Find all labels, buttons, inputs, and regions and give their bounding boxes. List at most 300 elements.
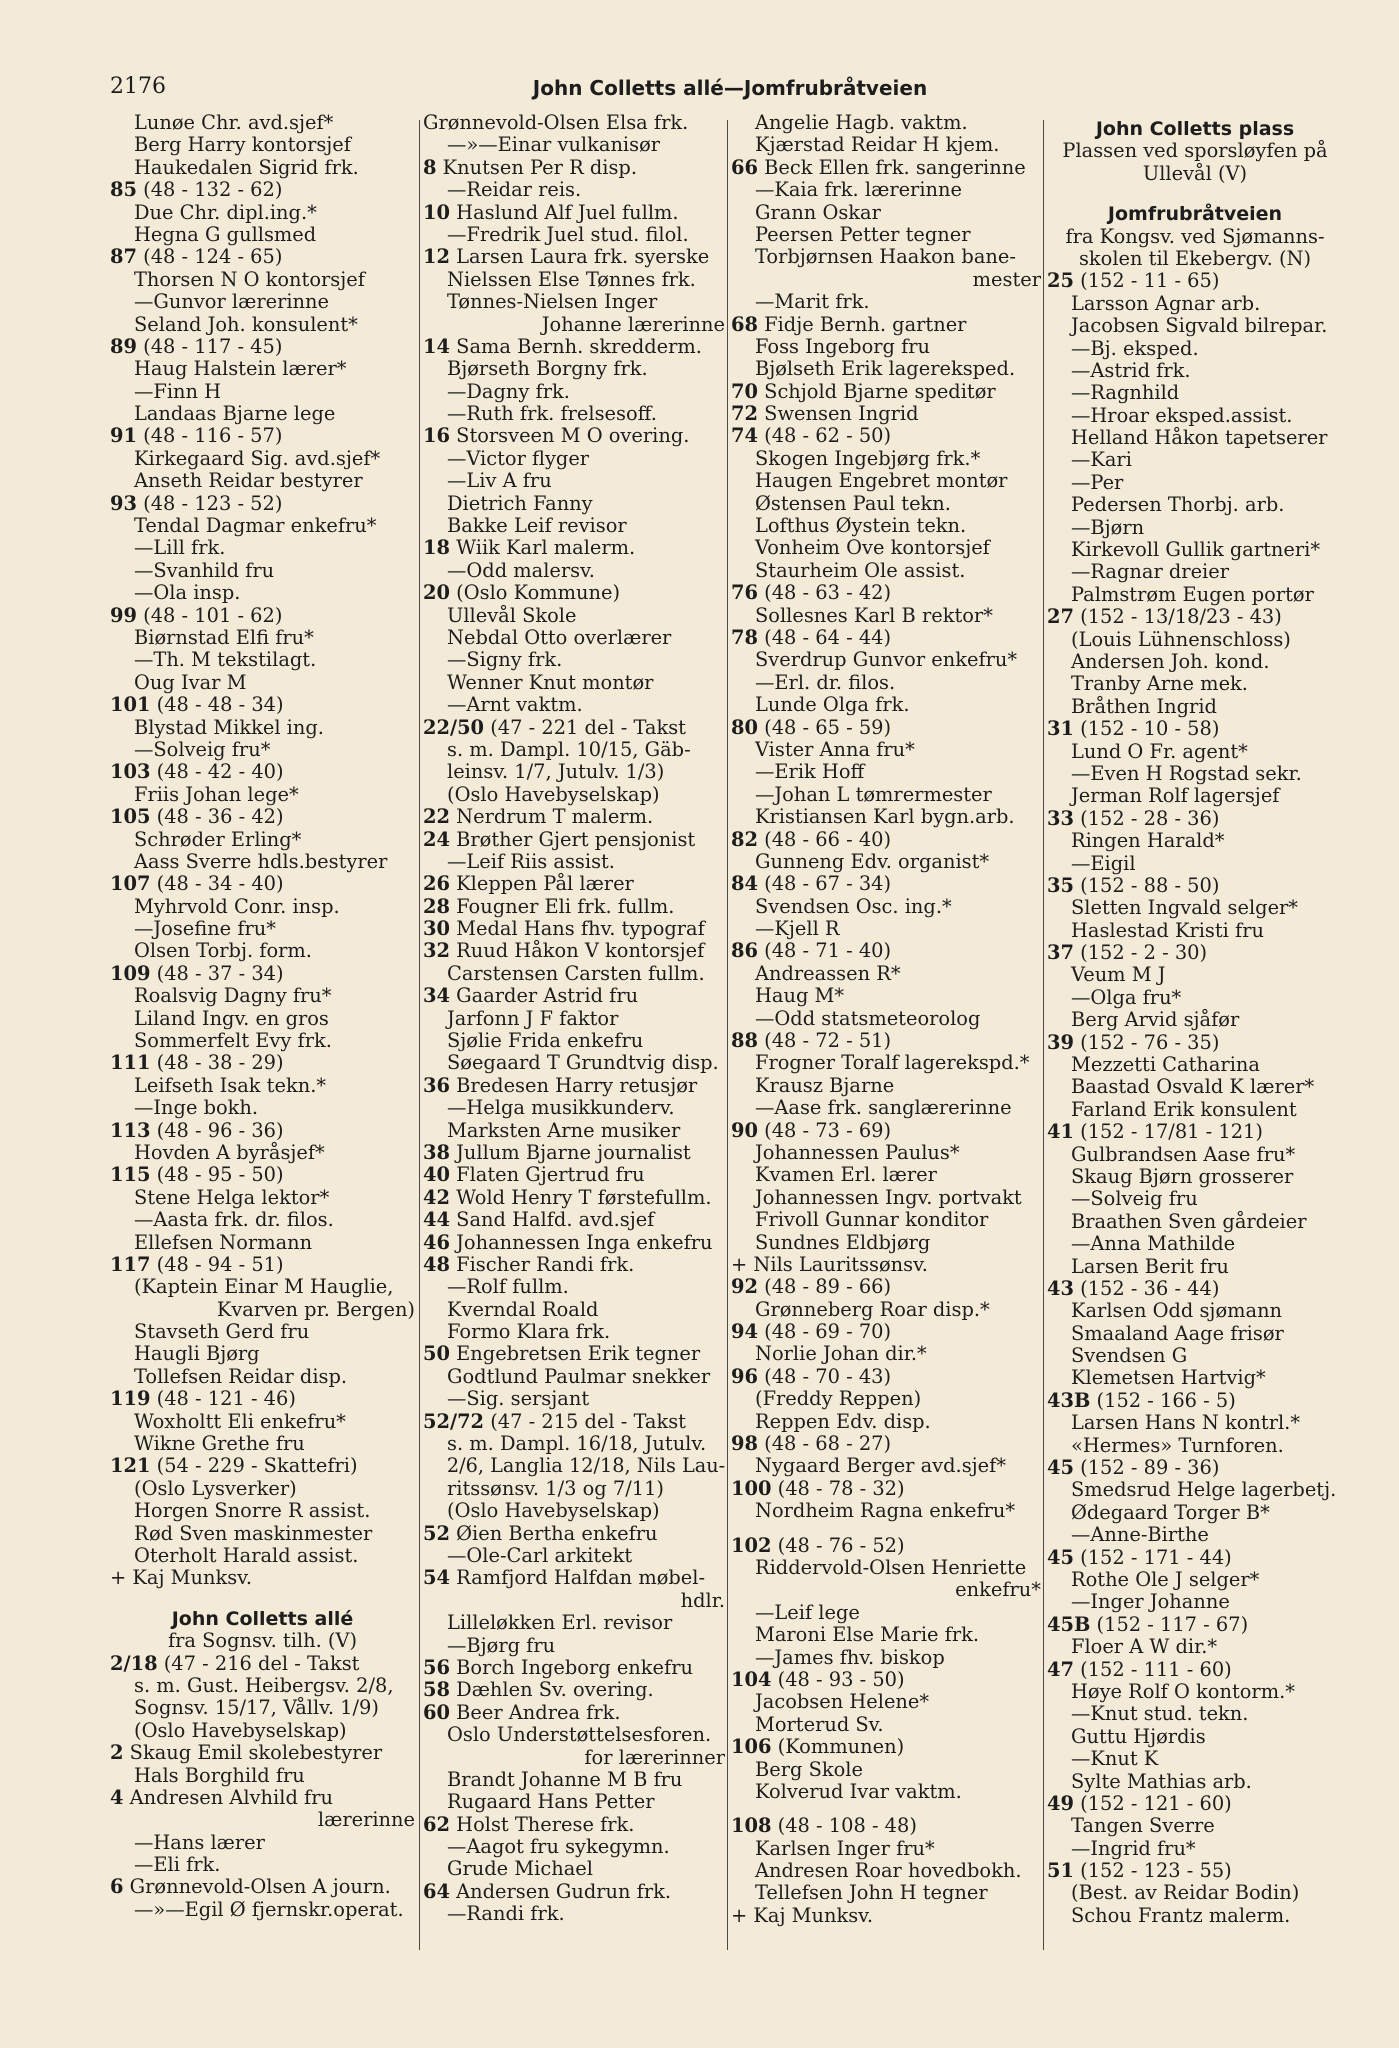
house-number: 54	[423, 1566, 450, 1590]
directory-line	[110, 582, 415, 604]
entry-text: ritssønsv. 1/3 og 7/11)	[447, 1476, 664, 1500]
house-number: 36	[423, 1073, 450, 1097]
entry-text: —Liv A fru	[447, 469, 552, 493]
entry-text: Skaug Bjørn grosserer	[1071, 1164, 1294, 1188]
entry-text: Bredesen Harry retusjør	[456, 1073, 698, 1097]
directory-line	[1047, 1681, 1343, 1703]
house-number: 22	[423, 805, 450, 829]
directory-line	[731, 829, 1041, 851]
entry-text: —Ragnar dreier	[1071, 560, 1229, 584]
entry-text: Haslund Alf Juel fullm.	[456, 200, 679, 224]
directory-line	[731, 717, 1041, 739]
house-number: 104	[731, 1667, 772, 1691]
entry-text: Nordheim Ragna enkefru*	[755, 1499, 1016, 1523]
directory-line	[423, 1299, 725, 1321]
directory-line	[731, 470, 1041, 492]
directory-line	[110, 448, 415, 470]
directory-line	[731, 425, 1041, 447]
directory-line	[423, 1724, 725, 1746]
entry-text: (152 - 13/18/23 - 43)	[1080, 605, 1282, 629]
house-number: 47	[1047, 1657, 1074, 1681]
directory-line	[731, 134, 1041, 156]
entry-text: Søegaard T Grundtvig disp.	[447, 1051, 719, 1075]
directory-line	[423, 1232, 725, 1254]
entry-text: (48 - 89 - 66)	[764, 1275, 892, 1299]
directory-line	[731, 1030, 1041, 1052]
directory-line	[110, 1343, 415, 1365]
directory-line	[1047, 1748, 1343, 1770]
entry-text: (48 - 69 - 70)	[764, 1320, 892, 1344]
directory-line	[110, 134, 415, 156]
entry-text: Larsen Hans N kontrl.*	[1071, 1411, 1301, 1435]
entry-text: Tendal Dagmar enkefru*	[134, 514, 377, 538]
entry-text: (48 - 64 - 44)	[764, 625, 892, 649]
entry-text: —Victor flyger	[447, 446, 590, 470]
entry-text: Beer Andrea frk.	[456, 1700, 621, 1724]
entry-text: Andresen Alvhild fru	[129, 1785, 333, 1809]
directory-line	[110, 1120, 415, 1142]
entry-text: Stavseth Gerd fru	[134, 1320, 310, 1344]
directory-line	[110, 1254, 415, 1276]
entry-text: Knutsen Per R disp.	[442, 155, 637, 179]
entry-text: —Randi frk.	[447, 1902, 565, 1926]
directory-line	[731, 1142, 1041, 1164]
directory-line	[731, 291, 1041, 313]
house-number: 31	[1047, 717, 1074, 741]
directory-line	[110, 1675, 415, 1697]
entry-text: Oslo Understøttelsesforen.	[447, 1723, 712, 1747]
entry-text: Fischer Randi frk.	[456, 1252, 635, 1276]
entry-text: Bakke Leif revisor	[447, 514, 627, 538]
entry-text: Østensen Paul tekn.	[755, 491, 951, 515]
directory-line	[1047, 1838, 1343, 1860]
house-number: 44	[423, 1208, 450, 1232]
entry-text: Skaug Emil skolebestyrer	[129, 1741, 383, 1765]
directory-column-4	[1047, 112, 1343, 1988]
directory-line	[731, 1388, 1041, 1410]
directory-line	[1047, 1860, 1343, 1882]
entry-text: (152 - 111 - 60)	[1080, 1657, 1232, 1681]
directory-line	[1047, 1502, 1343, 1524]
entry-text: (152 - 36 - 44)	[1080, 1276, 1220, 1300]
entry-text: Lilleløkken Erl. revisor	[447, 1611, 673, 1635]
entry-text: Swensen Ingrid	[764, 402, 919, 426]
entry-text: Andresen Roar hovedbokh.	[755, 1859, 1022, 1883]
directory-line	[110, 1052, 415, 1074]
directory-line	[1047, 1323, 1343, 1345]
entry-text: fra Kongsv. ved Sjømanns-	[1065, 224, 1325, 248]
house-number: 93	[110, 491, 137, 515]
house-number: 82	[731, 827, 758, 851]
entry-text: (48 - 116 - 57)	[143, 424, 283, 448]
house-number: 70	[731, 379, 758, 403]
entry-text: Nebdal Otto overlærer	[447, 625, 672, 649]
directory-line	[423, 1612, 725, 1634]
entry-text: Rothe Ole J selger*	[1071, 1568, 1260, 1591]
directory-column-2	[423, 112, 725, 1988]
entry-text: Kleppen Pål lærer	[456, 872, 634, 896]
directory-line	[423, 1679, 725, 1701]
entry-text: (Oslo Havebyselskap)	[134, 1718, 347, 1742]
directory-line	[731, 1366, 1041, 1388]
entry-text: (48 - 72 - 51)	[764, 1029, 892, 1053]
entry-text: Myhrvold Conr. insp.	[134, 894, 340, 918]
house-number: 84	[731, 872, 758, 896]
directory-line	[423, 515, 725, 537]
entry-text: Wikne Grethe fru	[134, 1432, 305, 1456]
directory-line	[731, 1691, 1041, 1713]
house-number: 66	[731, 155, 758, 179]
directory-line	[110, 202, 415, 224]
entry-text: (54 - 229 - Skattefri)	[156, 1454, 358, 1478]
street-heading: John Colletts allé	[171, 1607, 354, 1630]
entry-text: Hovden A byråsjef*	[134, 1140, 325, 1164]
directory-line	[731, 694, 1041, 716]
directory-line	[110, 1455, 415, 1477]
house-number: 60	[423, 1700, 450, 1724]
house-number: 52/72	[423, 1409, 485, 1433]
directory-line	[423, 1075, 725, 1097]
entry-text: —Anne-Birthe	[1071, 1523, 1209, 1547]
entry-text: Berg Arvid sjåfør	[1071, 1008, 1240, 1032]
directory-line	[423, 425, 725, 447]
entry-text: Rugaard Hans Petter	[447, 1790, 655, 1814]
entry-text: Jullum Bjarne journalist	[456, 1140, 691, 1164]
entry-text: (Best. av Reidar Bodin)	[1071, 1881, 1300, 1905]
directory-line	[110, 157, 415, 179]
entry-text: (48 - 48 - 34)	[156, 693, 284, 717]
entry-text: Landaas Bjarne lege	[134, 402, 336, 426]
directory-line	[423, 224, 725, 246]
entry-text: Johannessen Paulus*	[755, 1140, 960, 1164]
directory-line	[1047, 494, 1343, 516]
entry-text: Wenner Knut montør	[447, 670, 654, 694]
directory-line	[423, 493, 725, 515]
directory-line	[423, 1881, 725, 1903]
directory-line	[423, 1187, 725, 1209]
directory-line	[731, 739, 1041, 761]
directory-line	[731, 381, 1041, 403]
directory-line	[110, 224, 415, 246]
entry-text: Ruud Håkon V kontorsjef	[456, 939, 705, 963]
entry-text: Ringen Harald*	[1071, 829, 1225, 853]
house-number: 45	[1047, 1545, 1074, 1569]
entry-text: Staurheim Ole assist.	[755, 558, 966, 582]
directory-line	[1047, 763, 1343, 785]
entry-text: Wold Henry T førstefullm.	[456, 1185, 712, 1209]
house-number: 30	[423, 917, 450, 941]
spacer	[1047, 185, 1343, 197]
entry-text: Angelie Hagb. vaktm.	[755, 111, 968, 134]
house-number: 106	[731, 1735, 772, 1759]
house-number: 27	[1047, 605, 1074, 629]
entry-text: Plassen ved sporsløyfen på	[1062, 139, 1328, 163]
directory-line	[731, 403, 1041, 425]
directory-line	[1047, 830, 1343, 852]
directory-line	[423, 246, 725, 268]
entry-text: Kvarven pr. Bergen)	[216, 1297, 415, 1321]
entry-text: (152 - 88 - 50)	[1080, 873, 1220, 897]
entry-text: (Freddy Reppen)	[755, 1387, 922, 1411]
directory-line	[110, 806, 415, 828]
entry-text: (48 - 108 - 48)	[777, 1814, 917, 1838]
house-number: 117	[110, 1252, 151, 1276]
directory-line	[1047, 718, 1343, 740]
directory-line	[110, 425, 415, 447]
entry-text: —Aasta frk. dr. filos.	[134, 1208, 334, 1232]
house-number: 78	[731, 625, 758, 649]
directory-line	[731, 560, 1041, 582]
directory-line	[1047, 1032, 1343, 1054]
directory-line	[1047, 561, 1343, 583]
entry-text: Grann Oskar	[755, 200, 881, 224]
directory-line	[1047, 1882, 1343, 1904]
house-number: 35	[1047, 873, 1074, 897]
house-number: 64	[423, 1879, 450, 1903]
directory-line	[110, 694, 415, 716]
directory-line	[1047, 1367, 1343, 1389]
directory-line	[423, 717, 725, 739]
entry-text: for lærerinner	[584, 1745, 725, 1769]
entry-text: —Bjørg fru	[447, 1633, 556, 1657]
directory-line	[423, 1030, 725, 1052]
entry-text: Tangen Sverre	[1071, 1814, 1215, 1838]
directory-line	[731, 627, 1041, 649]
entry-text: Grønnevold-Olsen A journ.	[129, 1875, 391, 1899]
entry-text: (Kaptein Einar M Hauglie,	[134, 1275, 394, 1299]
entry-text: Stene Helga lektor*	[134, 1185, 330, 1209]
directory-line	[1047, 651, 1343, 673]
directory-line	[1047, 382, 1343, 404]
directory-line	[110, 358, 415, 380]
directory-line	[731, 1187, 1041, 1209]
entry-text: Borch Ingeborg enkefru	[456, 1655, 693, 1679]
entry-text: Rød Sven maskinmester	[134, 1521, 373, 1545]
entry-text: Reppen Edv. disp.	[755, 1409, 931, 1433]
directory-line	[423, 448, 725, 470]
entry-text: Pedersen Thorbj. arb.	[1071, 493, 1285, 517]
entry-text: (48 - 117 - 45)	[143, 334, 283, 358]
house-number: 28	[423, 894, 450, 918]
directory-line	[731, 896, 1041, 918]
directory-line	[423, 1858, 725, 1880]
entry-text: Berg Harry kontorsjef	[134, 133, 351, 157]
directory-line	[1047, 696, 1343, 718]
house-number: 109	[110, 961, 151, 985]
directory-line	[423, 1164, 725, 1186]
directory-line	[731, 1500, 1041, 1522]
entry-text: Johannessen Inga enkefru	[456, 1230, 713, 1254]
entry-text: (48 - 123 - 52)	[143, 491, 283, 515]
house-number: 46	[423, 1230, 450, 1254]
entry-text: Norlie Johan dir.*	[755, 1342, 927, 1366]
entry-text: (48 - 67 - 34)	[764, 872, 892, 896]
directory-line	[1047, 1726, 1343, 1748]
entry-text: Sundnes Eldbjørg	[755, 1230, 931, 1254]
directory-line	[731, 1602, 1041, 1624]
entry-text: Ullevål Skole	[447, 603, 577, 627]
directory-line	[1047, 293, 1343, 315]
directory-line	[1047, 1636, 1343, 1658]
entry-text: Bjørseth Borgny frk.	[447, 357, 648, 381]
entry-text: (48 - 62 - 50)	[764, 424, 892, 448]
house-number: 16	[423, 424, 450, 448]
house-number: 43	[1047, 1276, 1074, 1300]
directory-line	[731, 1164, 1041, 1186]
entry-text: Gunneng Edv. organist*	[755, 849, 990, 873]
directory-line	[110, 560, 415, 582]
entry-text: Smedsrud Helge lagerbetj.	[1071, 1478, 1337, 1502]
entry-text: Fidje Bernh. gartner	[764, 312, 967, 336]
entry-text: —Johan L tømrermester	[755, 782, 992, 806]
entry-text: (Oslo Kommune)	[456, 581, 621, 605]
directory-line	[731, 269, 1041, 291]
directory-line	[1047, 539, 1343, 561]
directory-line	[423, 291, 725, 313]
directory-line	[1047, 248, 1343, 270]
entry-text: —Olga fru*	[1071, 985, 1182, 1009]
entry-text: Haukedalen Sigrid frk.	[134, 155, 359, 179]
directory-line	[110, 1545, 415, 1567]
entry-text: 2/6, Langlia 12/18, Nils Lau-	[446, 1454, 726, 1478]
directory-line	[423, 739, 725, 761]
directory-line	[1047, 427, 1343, 449]
directory-line	[423, 1366, 725, 1388]
entry-text: Kjærstad Reidar H kjem.	[755, 133, 1000, 157]
directory-line	[423, 1814, 725, 1836]
entry-text: Holst Therese frk.	[456, 1812, 635, 1836]
entry-text: —Leif Riis assist.	[447, 849, 615, 873]
house-number: 49	[1047, 1791, 1074, 1815]
entry-text: —Even H Rogstad sekr.	[1071, 761, 1302, 785]
entry-text: Haslestad Kristi fru	[1071, 918, 1264, 942]
directory-line	[423, 1209, 725, 1231]
directory-line	[423, 112, 725, 134]
directory-line	[423, 761, 725, 783]
entry-text: Nygaard Berger avd.sjef*	[755, 1454, 1007, 1478]
entry-text: Schjold Bjarne speditør	[764, 379, 996, 403]
house-number: 32	[423, 939, 450, 963]
house-number: 48	[423, 1252, 450, 1276]
directory-line	[1047, 405, 1343, 427]
entry-text: Leifseth Isak tekn.*	[134, 1073, 327, 1097]
entry-text: Tellefsen John H tegner	[755, 1881, 988, 1905]
directory-line	[1047, 338, 1343, 360]
directory-line	[423, 1411, 725, 1433]
directory-line	[423, 1747, 725, 1769]
directory-line	[731, 1321, 1041, 1343]
entry-text: —Hroar eksped.assist.	[1071, 403, 1293, 427]
directory-line	[423, 1836, 725, 1858]
directory-line	[1047, 897, 1343, 919]
entry-text: —Ole-Carl arkitekt	[447, 1544, 633, 1567]
directory-line	[731, 157, 1041, 179]
directory-line	[423, 1343, 725, 1365]
house-number: 85	[110, 178, 137, 202]
entry-text: (48 - 34 - 40)	[156, 872, 284, 896]
entry-text: Grude Michael	[447, 1857, 593, 1881]
entry-text: Larsen Laura frk. syerske	[456, 245, 710, 269]
entry-text: —Eigil	[1071, 851, 1136, 875]
house-number: 96	[731, 1364, 758, 1388]
directory-line	[423, 1433, 725, 1455]
entry-text: —Knut K	[1071, 1747, 1159, 1771]
entry-text: Tollefsen Reidar disp.	[134, 1364, 348, 1388]
entry-text: mester	[972, 267, 1041, 291]
directory-line	[1047, 1300, 1343, 1322]
entry-text: Due Chr. dipl.ing.*	[134, 200, 317, 224]
house-number: 24	[423, 827, 450, 851]
directory-line	[423, 336, 725, 358]
house-number: 121	[110, 1454, 151, 1478]
directory-line	[1047, 808, 1343, 830]
directory-line	[423, 1388, 725, 1410]
directory-line	[423, 605, 725, 627]
directory-line	[731, 1838, 1041, 1860]
entry-text: —Josefine fru*	[134, 917, 276, 941]
house-number: 41	[1047, 1120, 1074, 1144]
entry-text: Sylte Mathias arb.	[1071, 1769, 1252, 1793]
entry-text: Haugen Engebret montør	[755, 469, 1008, 493]
directory-line	[731, 963, 1041, 985]
directory-line	[423, 134, 725, 156]
directory-line	[423, 963, 725, 985]
directory-line	[110, 1433, 415, 1455]
directory-line	[1047, 853, 1343, 875]
entry-text: —Anna Mathilde	[1071, 1232, 1236, 1256]
directory-line	[423, 1567, 725, 1589]
house-number: 10	[423, 200, 450, 224]
directory-line	[423, 694, 725, 716]
directory-line	[1047, 315, 1343, 337]
entry-text: Svendsen Osc. ing.*	[755, 894, 952, 918]
house-number: 91	[110, 424, 137, 448]
entry-text: —Dagny frk.	[447, 379, 570, 403]
directory-line	[731, 1299, 1041, 1321]
directory-line	[423, 806, 725, 828]
entry-text: Andreassen R*	[755, 961, 901, 985]
directory-line	[1047, 1793, 1343, 1815]
entry-text: Schou Frantz malerm.	[1071, 1903, 1291, 1927]
directory-line	[423, 829, 725, 851]
entry-text: leinsv. 1/7, Jutulv. 1/3)	[447, 760, 665, 784]
entry-text: —Ingrid fru*	[1071, 1836, 1196, 1860]
directory-line	[1047, 1076, 1343, 1098]
directory-line	[110, 627, 415, 649]
directory-line	[110, 1854, 415, 1876]
entry-text: Kvamen Erl. lærer	[755, 1163, 937, 1187]
directory-line	[110, 1411, 415, 1433]
directory-line	[110, 291, 415, 313]
directory-line	[110, 1030, 415, 1052]
directory-line	[110, 717, 415, 739]
directory-line	[110, 784, 415, 806]
entry-text: Morterud Sv.	[755, 1712, 884, 1736]
directory-line	[423, 1903, 725, 1925]
directory-line	[423, 1455, 749, 1477]
entry-text: Foss Ingeborg fru	[755, 334, 931, 358]
entry-text: —Svanhild fru	[134, 558, 275, 582]
entry-text: Larsen Berit fru	[1071, 1254, 1229, 1278]
directory-line	[110, 1899, 415, 1921]
entry-text: (48 - 78 - 32)	[777, 1476, 905, 1500]
entry-text: Sommerfelt Evy frk.	[134, 1029, 332, 1053]
house-number: 26	[423, 872, 450, 896]
entry-text: Bjølseth Erik lagereksped.	[755, 357, 1016, 381]
directory-line	[731, 1557, 1041, 1579]
house-number: 107	[110, 872, 151, 896]
directory-line	[423, 1321, 725, 1343]
